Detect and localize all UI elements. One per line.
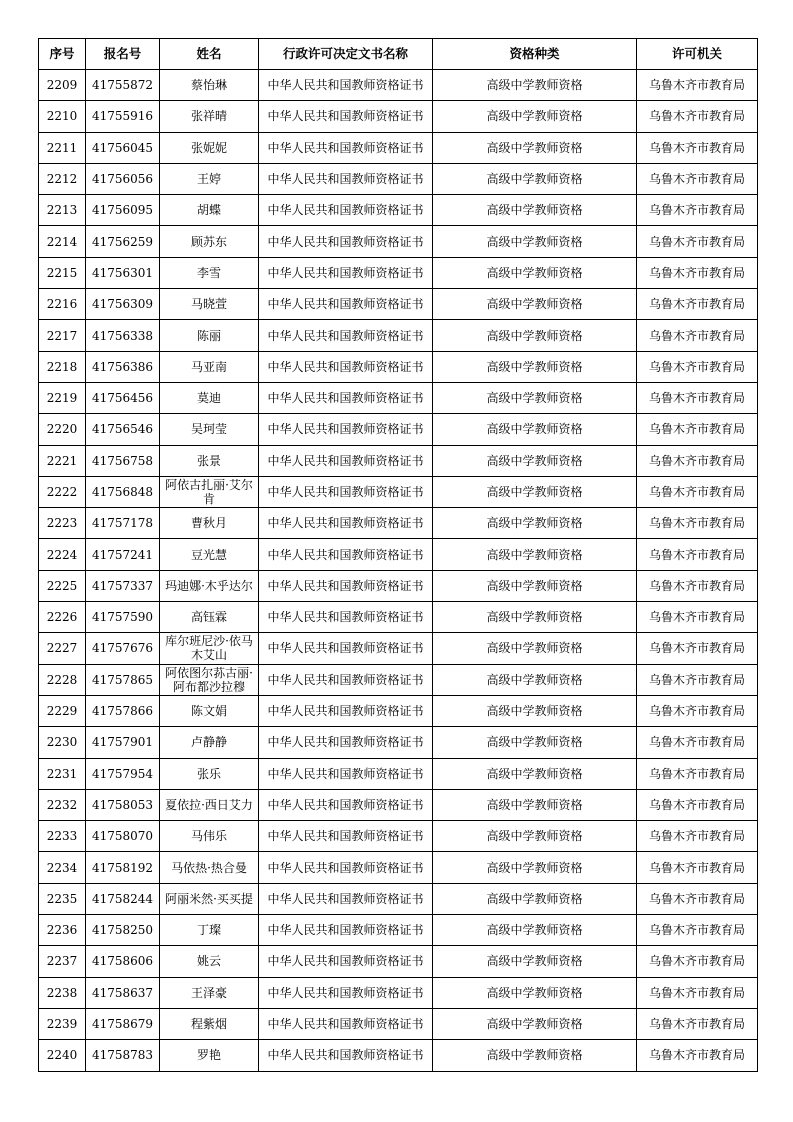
cell-serial: 2233 [39, 821, 86, 852]
cell-registration-number: 41755872 [86, 70, 160, 101]
cell-licensing-authority: 乌鲁木齐市教育局 [637, 414, 758, 445]
cell-serial: 2225 [39, 570, 86, 601]
cell-name: 程紫烟 [160, 1008, 259, 1039]
table-row [39, 132, 758, 163]
cell-document-name: 中华人民共和国教师资格证书 [259, 132, 433, 163]
cell-qualification-type: 高级中学教师资格 [433, 1008, 637, 1039]
table-row [39, 789, 758, 820]
cell-name: 王婷 [160, 163, 259, 194]
cell-qualification-type: 高级中学教师资格 [433, 508, 637, 539]
cell-name: 库尔班尼沙·依马木艾山 [160, 633, 259, 664]
cell-registration-number: 41757866 [86, 695, 160, 726]
table-row [39, 539, 758, 570]
cell-name: 张妮妮 [160, 132, 259, 163]
cell-serial: 2226 [39, 602, 86, 633]
header-serial: 序号 [39, 39, 86, 70]
cell-serial: 2217 [39, 320, 86, 351]
cell-licensing-authority: 乌鲁木齐市教育局 [637, 883, 758, 914]
cell-name: 马亚南 [160, 351, 259, 382]
cell-registration-number: 41757178 [86, 508, 160, 539]
cell-serial: 2239 [39, 1008, 86, 1039]
cell-serial: 2224 [39, 539, 86, 570]
table-row [39, 351, 758, 382]
cell-serial: 2238 [39, 977, 86, 1008]
cell-registration-number: 41758679 [86, 1008, 160, 1039]
cell-name: 马晓萱 [160, 289, 259, 320]
cell-registration-number: 41756848 [86, 476, 160, 507]
cell-qualification-type: 高级中学教师资格 [433, 445, 637, 476]
cell-qualification-type: 高级中学教师资格 [433, 320, 637, 351]
cell-qualification-type: 高级中学教师资格 [433, 821, 637, 852]
cell-document-name: 中华人民共和国教师资格证书 [259, 195, 433, 226]
cell-name: 吴珂莹 [160, 414, 259, 445]
cell-serial: 2237 [39, 946, 86, 977]
cell-serial: 2223 [39, 508, 86, 539]
cell-qualification-type: 高级中学教师资格 [433, 382, 637, 413]
cell-licensing-authority: 乌鲁木齐市教育局 [637, 915, 758, 946]
cell-serial: 2213 [39, 195, 86, 226]
cell-qualification-type: 高级中学教师资格 [433, 633, 637, 664]
cell-name: 豆光慧 [160, 539, 259, 570]
cell-name: 王泽豪 [160, 977, 259, 1008]
table-row [39, 445, 758, 476]
cell-registration-number: 41758053 [86, 789, 160, 820]
cell-licensing-authority: 乌鲁木齐市教育局 [637, 789, 758, 820]
cell-registration-number: 41758070 [86, 821, 160, 852]
cell-name: 蔡怡琳 [160, 70, 259, 101]
cell-name: 夏依拉·西日艾力 [160, 789, 259, 820]
cell-document-name: 中华人民共和国教师资格证书 [259, 946, 433, 977]
cell-name: 马依热·热合曼 [160, 852, 259, 883]
cell-document-name: 中华人民共和国教师资格证书 [259, 226, 433, 257]
cell-name: 玛迪娜·木乎达尔 [160, 570, 259, 601]
cell-licensing-authority: 乌鲁木齐市教育局 [637, 289, 758, 320]
table-row [39, 257, 758, 288]
cell-licensing-authority: 乌鲁木齐市教育局 [637, 727, 758, 758]
cell-licensing-authority: 乌鲁木齐市教育局 [637, 351, 758, 382]
cell-name: 胡蝶 [160, 195, 259, 226]
cell-qualification-type: 高级中学教师资格 [433, 476, 637, 507]
cell-registration-number: 41756259 [86, 226, 160, 257]
cell-name: 姚云 [160, 946, 259, 977]
table-row [39, 289, 758, 320]
cell-serial: 2240 [39, 1040, 86, 1071]
table-row [39, 695, 758, 726]
cell-registration-number: 41756301 [86, 257, 160, 288]
cell-licensing-authority: 乌鲁木齐市教育局 [637, 132, 758, 163]
cell-qualification-type: 高级中学教师资格 [433, 789, 637, 820]
cell-licensing-authority: 乌鲁木齐市教育局 [637, 1008, 758, 1039]
cell-name: 丁璨 [160, 915, 259, 946]
cell-serial: 2219 [39, 382, 86, 413]
cell-name: 马伟乐 [160, 821, 259, 852]
cell-serial: 2236 [39, 915, 86, 946]
cell-name: 高钰霖 [160, 602, 259, 633]
cell-serial: 2235 [39, 883, 86, 914]
cell-document-name: 中华人民共和国教师资格证书 [259, 789, 433, 820]
cell-serial: 2210 [39, 101, 86, 132]
header-row [39, 39, 758, 70]
cell-licensing-authority: 乌鲁木齐市教育局 [637, 539, 758, 570]
cell-qualification-type: 高级中学教师资格 [433, 539, 637, 570]
cell-registration-number: 41757865 [86, 664, 160, 695]
cell-name: 阿丽米然·买买提 [160, 883, 259, 914]
header-registration-number: 报名号 [86, 39, 160, 70]
cell-registration-number: 41757676 [86, 633, 160, 664]
cell-document-name: 中华人民共和国教师资格证书 [259, 382, 433, 413]
cell-serial: 2228 [39, 664, 86, 695]
table-row [39, 664, 758, 695]
cell-qualification-type: 高级中学教师资格 [433, 883, 637, 914]
cell-registration-number: 41758244 [86, 883, 160, 914]
cell-registration-number: 41758783 [86, 1040, 160, 1071]
cell-document-name: 中华人民共和国教师资格证书 [259, 445, 433, 476]
cell-document-name: 中华人民共和国教师资格证书 [259, 633, 433, 664]
cell-licensing-authority: 乌鲁木齐市教育局 [637, 445, 758, 476]
cell-licensing-authority: 乌鲁木齐市教育局 [637, 602, 758, 633]
cell-document-name: 中华人民共和国教师资格证书 [259, 570, 433, 601]
cell-licensing-authority: 乌鲁木齐市教育局 [637, 195, 758, 226]
table-row [39, 602, 758, 633]
table-row [39, 476, 758, 507]
cell-document-name: 中华人民共和国教师资格证书 [259, 821, 433, 852]
cell-serial: 2227 [39, 633, 86, 664]
cell-document-name: 中华人民共和国教师资格证书 [259, 727, 433, 758]
cell-licensing-authority: 乌鲁木齐市教育局 [637, 758, 758, 789]
cell-document-name: 中华人民共和国教师资格证书 [259, 70, 433, 101]
cell-qualification-type: 高级中学教师资格 [433, 570, 637, 601]
cell-qualification-type: 高级中学教师资格 [433, 132, 637, 163]
cell-document-name: 中华人民共和国教师资格证书 [259, 758, 433, 789]
cell-registration-number: 41756045 [86, 132, 160, 163]
cell-name: 李雪 [160, 257, 259, 288]
cell-document-name: 中华人民共和国教师资格证书 [259, 852, 433, 883]
cell-licensing-authority: 乌鲁木齐市教育局 [637, 946, 758, 977]
header-name: 姓名 [160, 39, 259, 70]
table-row [39, 1008, 758, 1039]
cell-serial: 2215 [39, 257, 86, 288]
cell-qualification-type: 高级中学教师资格 [433, 664, 637, 695]
cell-serial: 2231 [39, 758, 86, 789]
table-row [39, 70, 758, 101]
cell-registration-number: 41756546 [86, 414, 160, 445]
cell-name: 阿依古扎丽·艾尔肯 [160, 476, 259, 507]
table-row [39, 163, 758, 194]
table-row [39, 946, 758, 977]
cell-name: 陈文娟 [160, 695, 259, 726]
cell-licensing-authority: 乌鲁木齐市教育局 [637, 257, 758, 288]
cell-licensing-authority: 乌鲁木齐市教育局 [637, 1040, 758, 1071]
cell-qualification-type: 高级中学教师资格 [433, 977, 637, 1008]
table-row [39, 758, 758, 789]
cell-serial: 2230 [39, 727, 86, 758]
cell-document-name: 中华人民共和国教师资格证书 [259, 1040, 433, 1071]
cell-serial: 2216 [39, 289, 86, 320]
certificate-table [38, 38, 758, 1072]
table-row [39, 727, 758, 758]
table-row [39, 382, 758, 413]
cell-serial: 2232 [39, 789, 86, 820]
header-qualification-type: 资格种类 [433, 39, 637, 70]
table-row [39, 508, 758, 539]
cell-registration-number: 41757337 [86, 570, 160, 601]
cell-licensing-authority: 乌鲁木齐市教育局 [637, 382, 758, 413]
cell-licensing-authority: 乌鲁木齐市教育局 [637, 977, 758, 1008]
cell-qualification-type: 高级中学教师资格 [433, 101, 637, 132]
cell-document-name: 中华人民共和国教师资格证书 [259, 289, 433, 320]
cell-serial: 2214 [39, 226, 86, 257]
cell-licensing-authority: 乌鲁木齐市教育局 [637, 852, 758, 883]
cell-document-name: 中华人民共和国教师资格证书 [259, 476, 433, 507]
cell-name: 张祥晴 [160, 101, 259, 132]
cell-document-name: 中华人民共和国教师资格证书 [259, 695, 433, 726]
cell-registration-number: 41758250 [86, 915, 160, 946]
cell-registration-number: 41757241 [86, 539, 160, 570]
cell-name: 张景 [160, 445, 259, 476]
cell-registration-number: 41756456 [86, 382, 160, 413]
cell-qualification-type: 高级中学教师资格 [433, 195, 637, 226]
table-row [39, 414, 758, 445]
cell-licensing-authority: 乌鲁木齐市教育局 [637, 163, 758, 194]
table-row [39, 195, 758, 226]
table-row [39, 821, 758, 852]
cell-qualification-type: 高级中学教师资格 [433, 257, 637, 288]
cell-document-name: 中华人民共和国教师资格证书 [259, 539, 433, 570]
cell-document-name: 中华人民共和国教师资格证书 [259, 163, 433, 194]
cell-serial: 2229 [39, 695, 86, 726]
cell-serial: 2209 [39, 70, 86, 101]
cell-name: 陈丽 [160, 320, 259, 351]
cell-qualification-type: 高级中学教师资格 [433, 915, 637, 946]
header-document-name: 行政许可决定文书名称 [259, 39, 433, 70]
table-row [39, 883, 758, 914]
cell-licensing-authority: 乌鲁木齐市教育局 [637, 570, 758, 601]
cell-licensing-authority: 乌鲁木齐市教育局 [637, 476, 758, 507]
cell-licensing-authority: 乌鲁木齐市教育局 [637, 508, 758, 539]
cell-name: 张乐 [160, 758, 259, 789]
cell-registration-number: 41756386 [86, 351, 160, 382]
cell-serial: 2211 [39, 132, 86, 163]
cell-name: 卢静静 [160, 727, 259, 758]
cell-registration-number: 41758637 [86, 977, 160, 1008]
cell-qualification-type: 高级中学教师资格 [433, 351, 637, 382]
cell-name: 顾苏东 [160, 226, 259, 257]
cell-qualification-type: 高级中学教师资格 [433, 414, 637, 445]
cell-registration-number: 41755916 [86, 101, 160, 132]
cell-registration-number: 41758606 [86, 946, 160, 977]
cell-licensing-authority: 乌鲁木齐市教育局 [637, 226, 758, 257]
cell-document-name: 中华人民共和国教师资格证书 [259, 977, 433, 1008]
cell-document-name: 中华人民共和国教师资格证书 [259, 508, 433, 539]
cell-qualification-type: 高级中学教师资格 [433, 226, 637, 257]
table-row [39, 852, 758, 883]
table-row [39, 226, 758, 257]
table-row [39, 570, 758, 601]
cell-document-name: 中华人民共和国教师资格证书 [259, 101, 433, 132]
cell-serial: 2222 [39, 476, 86, 507]
cell-licensing-authority: 乌鲁木齐市教育局 [637, 821, 758, 852]
cell-document-name: 中华人民共和国教师资格证书 [259, 1008, 433, 1039]
table-row [39, 915, 758, 946]
cell-qualification-type: 高级中学教师资格 [433, 727, 637, 758]
cell-document-name: 中华人民共和国教师资格证书 [259, 351, 433, 382]
cell-document-name: 中华人民共和国教师资格证书 [259, 664, 433, 695]
cell-qualification-type: 高级中学教师资格 [433, 946, 637, 977]
cell-qualification-type: 高级中学教师资格 [433, 1040, 637, 1071]
cell-document-name: 中华人民共和国教师资格证书 [259, 602, 433, 633]
cell-qualification-type: 高级中学教师资格 [433, 602, 637, 633]
cell-name: 罗艳 [160, 1040, 259, 1071]
cell-qualification-type: 高级中学教师资格 [433, 289, 637, 320]
table-row [39, 977, 758, 1008]
cell-registration-number: 41757901 [86, 727, 160, 758]
cell-registration-number: 41757590 [86, 602, 160, 633]
cell-qualification-type: 高级中学教师资格 [433, 695, 637, 726]
cell-qualification-type: 高级中学教师资格 [433, 758, 637, 789]
cell-document-name: 中华人民共和国教师资格证书 [259, 414, 433, 445]
cell-registration-number: 41756338 [86, 320, 160, 351]
cell-registration-number: 41756056 [86, 163, 160, 194]
cell-registration-number: 41757954 [86, 758, 160, 789]
table-row [39, 633, 758, 664]
cell-licensing-authority: 乌鲁木齐市教育局 [637, 320, 758, 351]
cell-document-name: 中华人民共和国教师资格证书 [259, 883, 433, 914]
cell-name: 曹秋月 [160, 508, 259, 539]
table-row [39, 101, 758, 132]
cell-licensing-authority: 乌鲁木齐市教育局 [637, 695, 758, 726]
cell-name: 莫迪 [160, 382, 259, 413]
cell-document-name: 中华人民共和国教师资格证书 [259, 915, 433, 946]
cell-licensing-authority: 乌鲁木齐市教育局 [637, 633, 758, 664]
cell-registration-number: 41756758 [86, 445, 160, 476]
table-row [39, 320, 758, 351]
cell-licensing-authority: 乌鲁木齐市教育局 [637, 664, 758, 695]
cell-registration-number: 41756309 [86, 289, 160, 320]
cell-name: 阿依图尔荪古丽·阿布都沙拉穆 [160, 664, 259, 695]
cell-serial: 2221 [39, 445, 86, 476]
cell-registration-number: 41756095 [86, 195, 160, 226]
cell-qualification-type: 高级中学教师资格 [433, 70, 637, 101]
cell-document-name: 中华人民共和国教师资格证书 [259, 320, 433, 351]
cell-registration-number: 41758192 [86, 852, 160, 883]
cell-document-name: 中华人民共和国教师资格证书 [259, 257, 433, 288]
table-body [39, 70, 758, 1072]
cell-licensing-authority: 乌鲁木齐市教育局 [637, 101, 758, 132]
table-row [39, 1040, 758, 1071]
cell-serial: 2220 [39, 414, 86, 445]
header-licensing-authority: 许可机关 [637, 39, 758, 70]
cell-serial: 2212 [39, 163, 86, 194]
cell-serial: 2218 [39, 351, 86, 382]
cell-licensing-authority: 乌鲁木齐市教育局 [637, 70, 758, 101]
cell-serial: 2234 [39, 852, 86, 883]
cell-qualification-type: 高级中学教师资格 [433, 163, 637, 194]
cell-qualification-type: 高级中学教师资格 [433, 852, 637, 883]
